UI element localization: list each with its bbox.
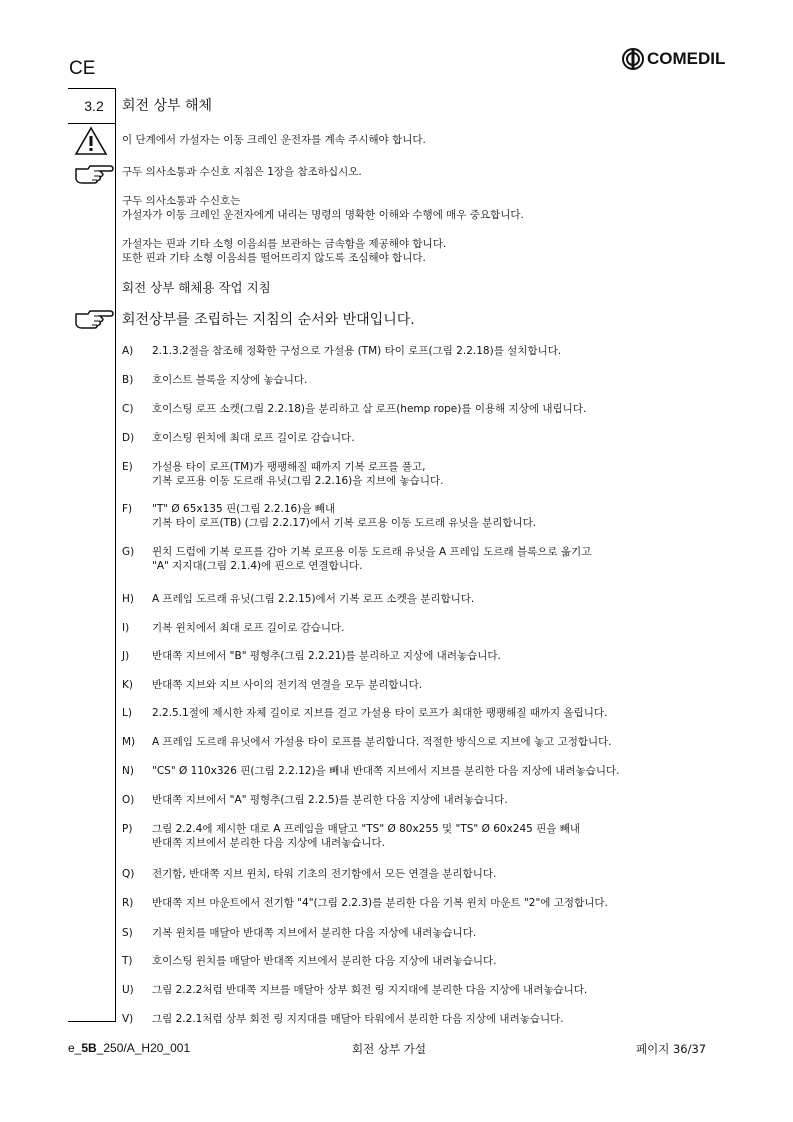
- step-item: [122, 1012, 564, 1026]
- step-label: K): [122, 679, 133, 691]
- step-label: U): [122, 984, 134, 996]
- step-text: [152, 926, 476, 940]
- step-label: P): [122, 823, 133, 835]
- step-text-line: A 프레임 도르래 유닛(그림 2.2.15)에서 기복 로프 소켓을 분리합니다.: [152, 593, 475, 605]
- step-text: [152, 402, 586, 416]
- step-item: [122, 896, 608, 910]
- step-item: [122, 460, 443, 488]
- step-text-line: 그림 2.2.2처럼 반대쪽 지브를 매달아 상부 회전 링 지지대에 분리한 다음 지상에 내려놓습니다.: [152, 984, 588, 996]
- step-text: [152, 621, 344, 635]
- step-item: [122, 793, 508, 807]
- step-item: [122, 735, 612, 749]
- step-label: C): [122, 403, 134, 415]
- step-text-line: 호이스팅 윈치를 매달아 반대쪽 지브에서 분리한 다음 지상에 내려놓습니다.: [152, 955, 497, 967]
- step-text-line: "T" Ø 65x135 핀(그림 2.2.16)을 빼내: [152, 503, 336, 515]
- frame-top-line: [68, 88, 116, 89]
- step-text-line: 기복 타이 로프(TB) (그림 2.2.17)에서 기복 로프용 이동 도르래 유닛을 분리합니다.: [152, 517, 537, 529]
- step-text-line: 반대쪽 지브에서 분리한 다음 지상에 내려놓습니다.: [152, 837, 386, 849]
- step-text-line: "A" 지지대(그림 2.1.4)에 핀으로 연결합니다.: [152, 560, 363, 572]
- step-item: [122, 678, 422, 692]
- step-text: [152, 735, 612, 749]
- step-label: L): [122, 707, 132, 719]
- step-label: D): [122, 432, 135, 444]
- logo-text: COMEDIL: [647, 49, 726, 68]
- step-text-line: 그림 2.2.1처럼 상부 회전 링 지지대를 매달아 타워에서 분리한 다음 지상에 내려놓습니다.: [152, 1013, 564, 1025]
- step-item: [122, 822, 580, 850]
- step-text-line: 반대쪽 지브 마운트에서 전기함 "4"(그림 2.2.3)를 분리한 다음 기복 윈치 마운트 "2"에 고정합니다.: [152, 897, 608, 909]
- step-text: [152, 373, 307, 387]
- warning-icon: [74, 126, 108, 156]
- margin-frame: [68, 88, 116, 1021]
- step-item: [122, 649, 501, 663]
- step-text: [152, 545, 591, 573]
- ce-mark: CE: [69, 58, 96, 79]
- para1-line2: 가설자가 이동 크레인 운전자에게 내리는 명령의 명확한 이해와 수행에 매우 중요합니다.: [122, 209, 524, 221]
- step-item: [122, 344, 561, 358]
- step-item: [122, 592, 474, 606]
- step-label: V): [122, 1013, 134, 1025]
- step-label: G): [122, 546, 135, 558]
- step-label: N): [122, 765, 134, 777]
- step-text-line: 기복 로프용 이동 도르래 유닛(그림 2.2.16)을 지브에 놓습니다.: [152, 475, 444, 487]
- step-item: [122, 764, 620, 778]
- step-text-line: 호이스팅 로프 소켓(그림 2.2.18)을 분리하고 삼 로프(hemp rope)를 이용해 지상에 내립니다.: [152, 403, 587, 415]
- company-logo: [622, 48, 725, 70]
- step-text-line: 전기함, 반대쪽 지브 윈치, 타워 기초의 전기함에서 모든 연결을 분리합니다.: [152, 868, 497, 880]
- note-reverse-order: 회전상부를 조립하는 지침의 순서와 반대입니다.: [122, 312, 415, 328]
- step-text-line: 그림 2.2.4에 제시한 대로 A 프레임을 매달고 "TS" Ø 80x255 및 "TS" Ø 60x245 핀을 빼내: [152, 823, 581, 835]
- step-label: A): [122, 345, 134, 357]
- step-text-line: 기복 윈치를 매달아 반대쪽 지브에서 분리한 다음 지상에 내려놓습니다.: [152, 927, 477, 939]
- step-text: [152, 896, 608, 910]
- step-text: [152, 460, 443, 488]
- note-signals: 구두 의사소통과 수신호 지침은 1장을 참조하십시오.: [122, 166, 362, 178]
- step-item: [122, 954, 496, 968]
- step-text: [152, 822, 580, 850]
- step-text-line: 반대쪽 지브에서 "A" 평형추(그림 2.2.5)를 분리한 다음 지상에 내려놓습니다.: [152, 794, 508, 806]
- step-text: [152, 867, 496, 881]
- step-text-line: 호이스팅 윈치에 최대 로프 길이로 감습니다.: [152, 432, 355, 444]
- step-text: [152, 344, 561, 358]
- step-text: [152, 592, 474, 606]
- step-text: [152, 706, 607, 720]
- step-text-line: 2.2.5.1절에 제시한 자체 길이로 지브를 걸고 가설용 타이 로프가 최대한 팽팽해질 때까지 올립니다.: [152, 707, 608, 719]
- para2-line2: 또한 핀과 기타 소형 이음쇠를 떨어뜨리지 않도록 조심해야 합니다.: [122, 252, 426, 264]
- step-label: Q): [122, 868, 135, 880]
- step-item: [122, 373, 307, 387]
- step-text: [152, 431, 355, 445]
- step-item: [122, 867, 496, 881]
- step-label: O): [122, 794, 135, 806]
- footer-page-number: 페이지 36/37: [636, 1042, 707, 1056]
- step-item: [122, 706, 607, 720]
- frame-section-line: [68, 123, 116, 124]
- step-text-line: 기복 윈치에서 최대 로프 길이로 감습니다.: [152, 622, 345, 634]
- frame-bottom-line: [68, 1021, 116, 1022]
- para1-line1: 구두 의사소통과 수신호는: [122, 195, 241, 207]
- instructions-subtitle: 회전 상부 해체용 작업 지침: [122, 280, 271, 295]
- step-item: [122, 502, 536, 530]
- step-text: [152, 764, 620, 778]
- step-text-line: 반대쪽 지브에서 "B" 평형추(그림 2.2.21)를 분리하고 지상에 내려놓습니다.: [152, 650, 501, 662]
- step-text-line: 가설용 타이 로프(TM)가 팽팽해질 때까지 기복 로프를 풀고,: [152, 461, 426, 473]
- step-label: B): [122, 374, 134, 386]
- step-label: R): [122, 897, 134, 909]
- para2-line1: 가설자는 핀과 기타 소형 이음쇠를 보관하는 금속함을 제공해야 합니다.: [122, 238, 447, 250]
- step-text: [152, 983, 587, 997]
- step-item: [122, 926, 476, 940]
- step-label: S): [122, 927, 133, 939]
- step-label: E): [122, 461, 133, 473]
- step-text-line: A 프레임 도르래 유닛에서 가설용 타이 로프를 분리합니다. 적절한 방식으로 지브에 놓고 고정합니다.: [152, 736, 612, 748]
- step-text-line: 반대쪽 지브와 지브 사이의 전기적 연결을 모두 분리합니다.: [152, 679, 423, 691]
- step-text-line: "CS" Ø 110x326 핀(그림 2.2.12)을 빼내 반대쪽 지브에서 지브를 분리한 다음 지상에 내려놓습니다.: [152, 765, 620, 777]
- step-text-line: 호이스트 블록을 지상에 놓습니다.: [152, 374, 308, 386]
- step-text-line: 윈치 드럼에 기복 로프를 감아 기복 로프용 이동 도르래 유닛을 A 프레임 도르래 블록으로 옮기고: [152, 546, 592, 558]
- footer-center-title: 회전 상부 가설: [352, 1042, 426, 1056]
- step-item: [122, 402, 586, 416]
- step-label: T): [122, 955, 133, 967]
- pointing-hand-icon: [74, 308, 114, 330]
- step-text: [152, 954, 496, 968]
- step-label: M): [122, 736, 136, 748]
- step-item: [122, 983, 587, 997]
- section-title: 회전 상부 해체: [122, 98, 213, 114]
- step-item: [122, 621, 344, 635]
- step-text: [152, 649, 501, 663]
- step-item: [122, 431, 355, 445]
- step-text: [152, 502, 536, 530]
- comedil-logo-icon: [622, 48, 644, 70]
- step-text-line: 2.1.3.2절을 참조해 정확한 구성으로 가설용 (TM) 타이 로프(그림 2.2.18)를 설치합니다.: [152, 345, 562, 357]
- step-label: I): [122, 622, 130, 634]
- section-number: 3.2: [84, 98, 104, 114]
- step-item: [122, 545, 591, 573]
- step-text: [152, 678, 422, 692]
- step-label: F): [122, 503, 133, 515]
- footer-doc-code: e_5B_250/A_H20_001: [68, 1041, 191, 1055]
- warning-text: 이 단계에서 가설자는 이동 크레인 운전자를 계속 주시해야 합니다.: [122, 134, 426, 146]
- step-label: J): [122, 650, 130, 662]
- pointing-hand-icon: [74, 163, 114, 185]
- step-text: [152, 793, 508, 807]
- step-text: [152, 1012, 564, 1026]
- step-label: H): [122, 593, 134, 605]
